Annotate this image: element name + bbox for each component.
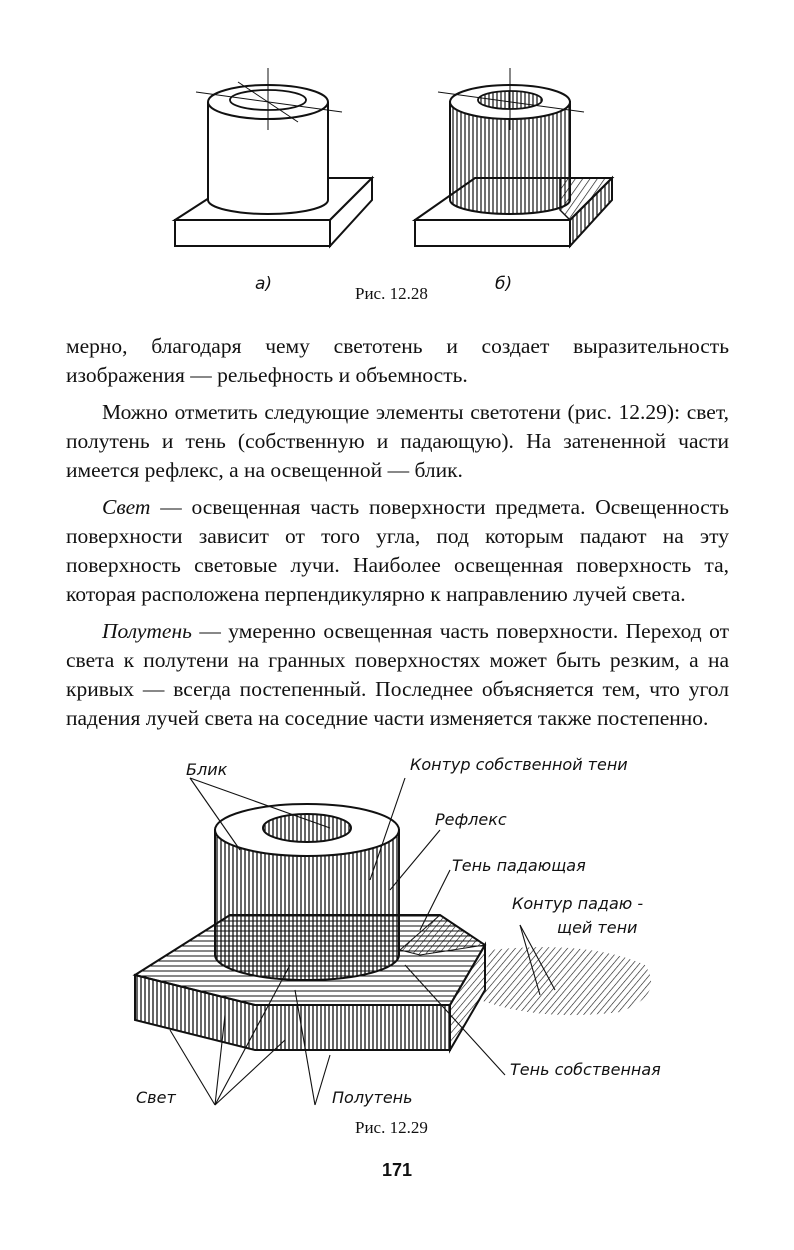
label-kontur-padayushchey-1: Контур падаю - bbox=[512, 894, 644, 913]
paragraph-1: мерно, благодаря чему светотень и создает выразительность изображения — рельефность и объемность. bbox=[66, 334, 729, 387]
falling-shadow bbox=[480, 947, 651, 1015]
label-blik: Блик bbox=[186, 760, 228, 779]
figure-caption-12-28: Рис. 12.28 bbox=[355, 284, 428, 303]
paragraph-4-text: — умеренно освещенная часть поверхности. Переход от света к полутени на гранных поверхностях может быть резким, а на кривых — всегда постепенный. Последнее объясняется тем, что угол падения лучей света на соседние части изменяется также постепенно. bbox=[66, 619, 729, 730]
paragraph-3-text: — освещенная часть поверхности предмета. Освещенность поверхности зависит от того угла, под которым падают на эту поверхность световые лучи. Наиболее освещенная поверхность та, которая расположена перпендикулярно к направлению лучей света. bbox=[66, 495, 729, 606]
figure-12-28 bbox=[160, 60, 630, 270]
label-refleks: Рефлекс bbox=[435, 810, 507, 829]
cylinder-shaded bbox=[415, 68, 612, 246]
page-number: 171 bbox=[381, 1160, 413, 1180]
figure-caption-12-29: Рис. 12.29 bbox=[355, 1118, 428, 1137]
cylinder-hole bbox=[263, 814, 351, 842]
cylinder-plain bbox=[175, 68, 372, 246]
term-svet: Свет bbox=[102, 495, 151, 519]
body-text bbox=[66, 332, 729, 741]
label-poluten: Полутень bbox=[332, 1088, 413, 1107]
label-svet: Свет bbox=[136, 1088, 176, 1107]
subfigure-label-a: а) bbox=[255, 274, 273, 294]
label-kontur-padayushchey-2: щей тени bbox=[557, 918, 638, 937]
paragraph-3 bbox=[66, 493, 729, 609]
label-ten-padayushchaya: Тень падающая bbox=[452, 856, 586, 875]
term-poluten: Полутень bbox=[102, 619, 192, 643]
paragraph-4 bbox=[66, 617, 729, 733]
label-ten-sobstvennaya: Тень собственная bbox=[510, 1060, 661, 1079]
label-kontur-sobstvennoy-teni: Контур собственной тени bbox=[410, 755, 628, 774]
subfigure-label-b: б) bbox=[495, 274, 513, 294]
paragraph-2: Можно отметить следующие элементы светотени (рис. 12.29): свет, полутень и тень (собственную и падающую). На затененной части имеется рефлекс, а на освещенной — блик. bbox=[66, 400, 729, 482]
